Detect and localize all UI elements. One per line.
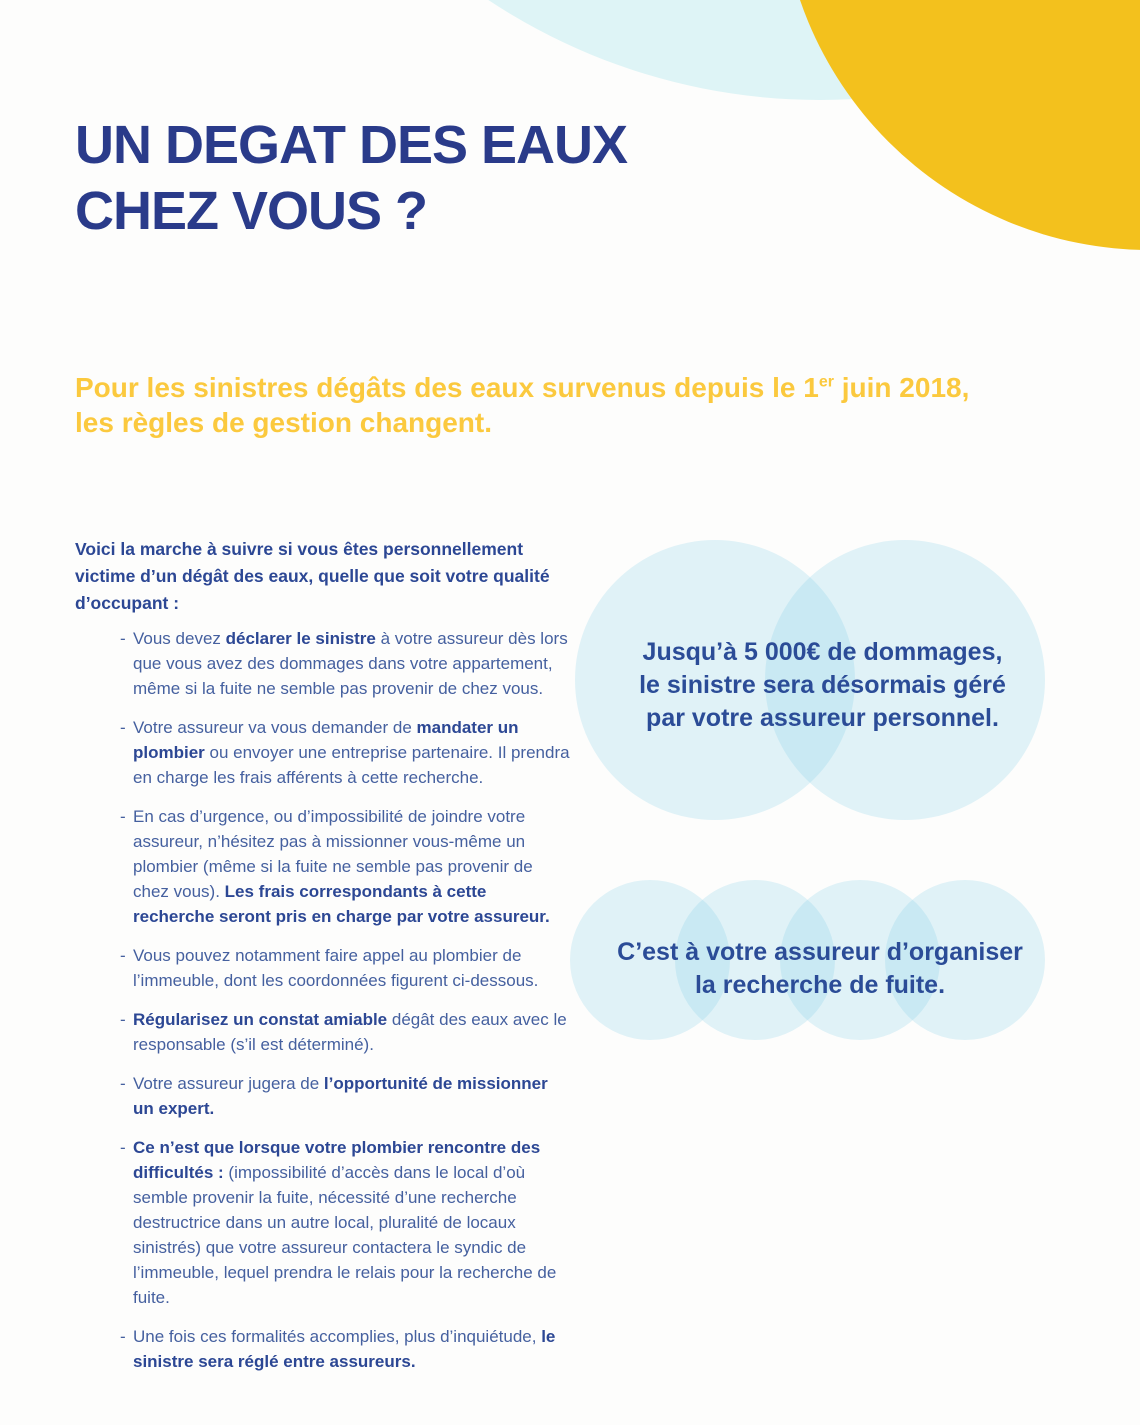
instruction-item <box>120 943 572 993</box>
yellow-circle-decoration <box>780 0 1140 250</box>
instruction-item <box>120 804 572 929</box>
dash-marker: - <box>120 1327 126 1346</box>
instruction-item <box>120 1135 572 1310</box>
instruction-item <box>120 715 572 790</box>
dash-marker: - <box>120 718 126 737</box>
dash-marker: - <box>120 1010 126 1029</box>
subtitle-line-1: Pour les sinistres dégâts des eaux survenus depuis le 1er juin 2018, <box>75 372 970 403</box>
instruction-item <box>120 1324 572 1374</box>
subtitle <box>75 370 1065 440</box>
instruction-text: Votre assureur jugera de l’opportunité de missionner un expert. <box>133 1074 548 1118</box>
intro-paragraph: Voici la marche à suivre si vous êtes personnellement victime d’un dégât des eaux, quelle que soit votre qualité d’occupant : <box>75 539 550 613</box>
subtitle-line-2: les règles de gestion changent. <box>75 407 493 438</box>
callout-line: la recherche de fuite. <box>694 971 946 999</box>
instruction-text: Votre assureur va vous demander de mandater un plombier ou envoyer une entreprise partenaire. Il prendra en charge les frais afférents à cette recherche. <box>133 718 570 787</box>
callout-line: Jusqu’à 5 000€ de dommages, <box>642 638 1003 666</box>
dash-marker: - <box>120 629 126 648</box>
dash-marker: - <box>120 946 126 965</box>
instruction-text: Vous pouvez notamment faire appel au plombier de l’immeuble, dont les coordonnées figurent ci-dessous. <box>133 946 539 990</box>
instruction-text: Ce n’est que lorsque votre plombier rencontre des difficultés : (impossibilité d’accès dans le local d’où semble provenir la fuite, nécessité d’une recherche destructrice dans un autre local, pluralité de locaux sinistrés) que votre assureur contactera le syndic de l’immeuble, lequel prendra le relais pour la recherche de fuite. <box>133 1138 557 1307</box>
callout-damages-limit <box>595 636 1050 735</box>
instruction-item <box>120 1071 572 1121</box>
callout-line: le sinistre sera désormais géré <box>639 671 1006 699</box>
dash-marker: - <box>120 1074 126 1093</box>
instruction-item <box>120 1007 572 1057</box>
instruction-item <box>120 626 572 701</box>
callout-line: par votre assureur personnel. <box>646 704 999 732</box>
instruction-text: En cas d’urgence, ou d’impossibilité de joindre votre assureur, n’hésitez pas à missionner vous-même un plombier (même si la fuite ne semble pas provenir de chez vous). Les frais correspondants à cette recherche seront pris en charge par votre assureur. <box>133 807 550 926</box>
instruction-text: Régularisez un constat amiable dégât des eaux avec le responsable (s’il est déterminé). <box>133 1010 567 1054</box>
callout-line: C’est à votre assureur d’organiser <box>617 938 1023 966</box>
instruction-text: Vous devez déclarer le sinistre à votre assureur dès lors que vous avez des dommages dans votre appartement, même si la fuite ne semble pas provenir de chez vous. <box>133 629 568 698</box>
dash-marker: - <box>120 1138 126 1157</box>
page-title <box>75 112 775 244</box>
page-title-line-1: UN DEGAT DES EAUX <box>75 115 628 175</box>
instruction-text: Une fois ces formalités accomplies, plus d’inquiétude, le sinistre sera réglé entre assureurs. <box>133 1327 556 1371</box>
dash-marker: - <box>120 807 126 826</box>
page-title-line-2: CHEZ VOUS ? <box>75 181 428 241</box>
ordinal-superscript: er <box>818 373 834 391</box>
callout-leak-search <box>590 936 1050 1002</box>
instruction-list <box>120 626 572 1388</box>
